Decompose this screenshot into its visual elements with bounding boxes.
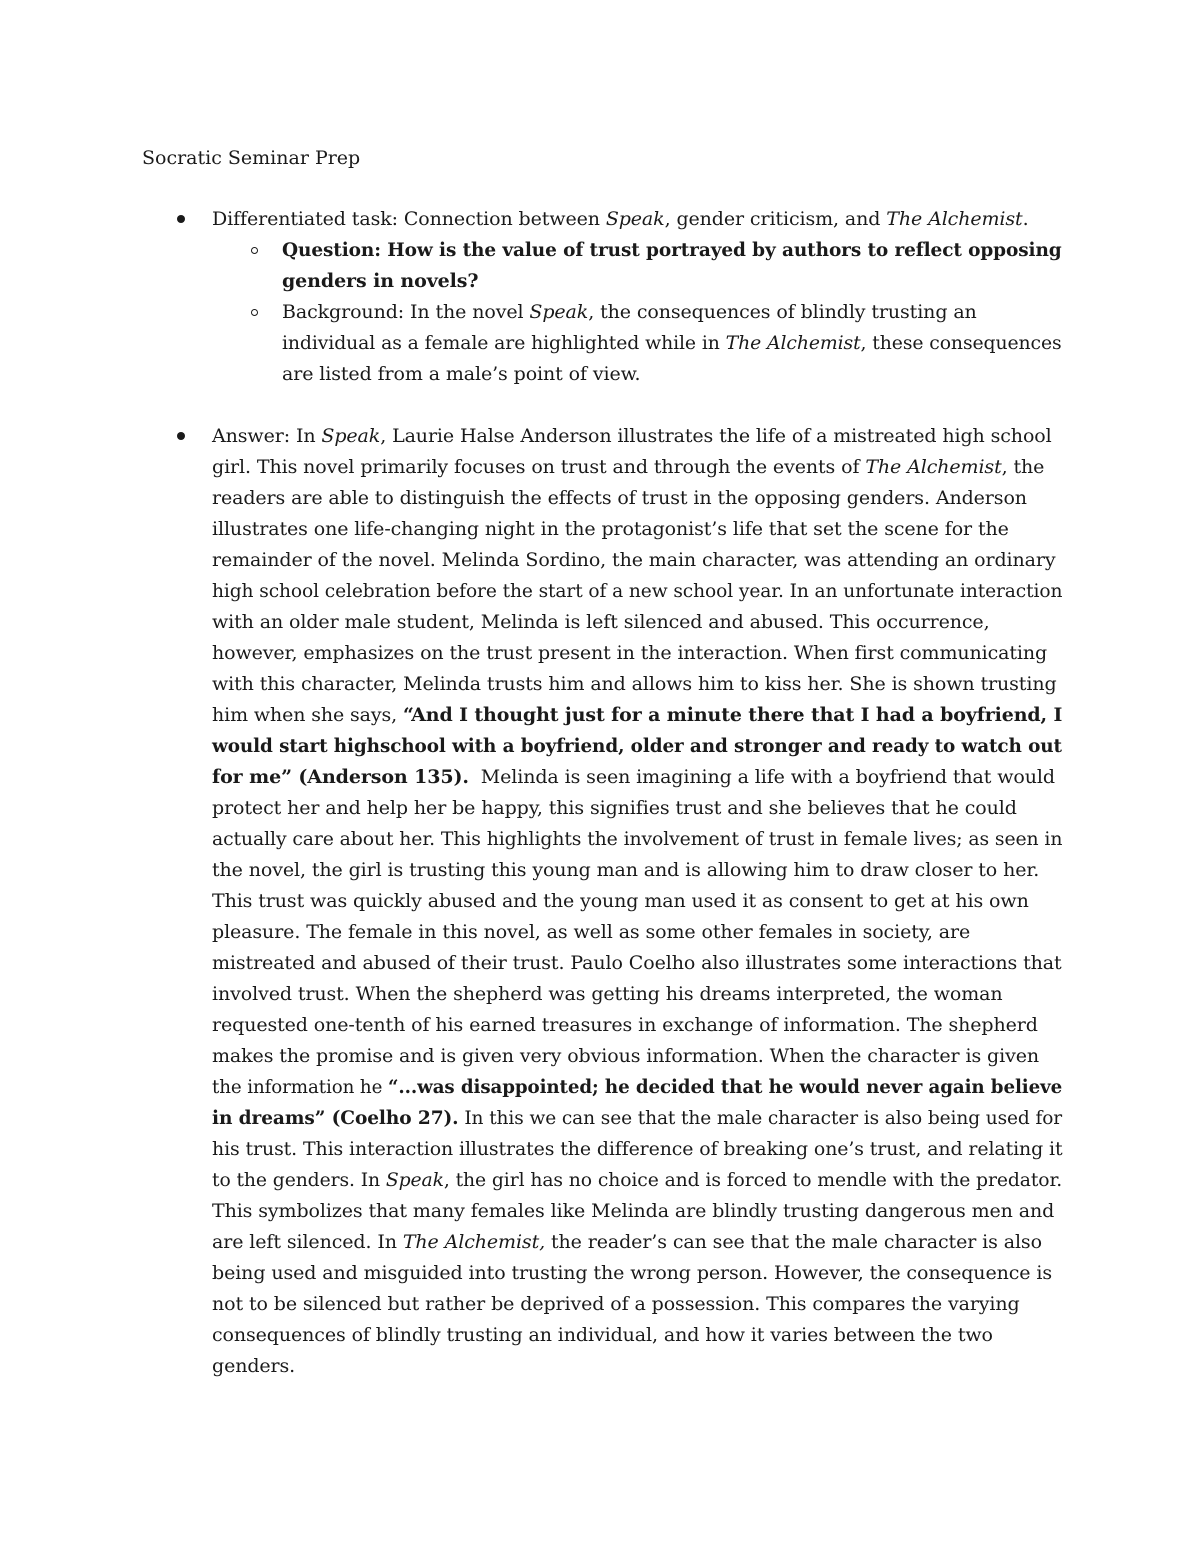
answer-l2-prefix: girl. This novel primarily focuses on trust and through the events of (212, 456, 866, 478)
anderson-citation: for me” (Anderson 135). (212, 766, 469, 788)
answer-line-13: protect her and help her be happy, this signifies trust and she believes that he could (212, 797, 1017, 819)
page-title: Socratic Seminar Prep (142, 147, 361, 169)
answer-line-29: not to be silenced but rather be deprived of a possession. This compares the varying (212, 1293, 1020, 1315)
answer-l1-work: Speak (321, 425, 381, 447)
answer-line-19: involved trust. When the shepherd was getting his dreams interpreted, the woman (212, 983, 1003, 1005)
background-line-2 (282, 328, 1062, 359)
coelho-quote-start: “...was disappointed; he decided that he would never again believe (387, 1076, 1063, 1098)
answer-line-20: requested one-tenth of his earned treasures in exchange of information. The shepherd (212, 1014, 1038, 1036)
answer-line-16: This trust was quickly abused and the young man used it as consent to get at his own (212, 890, 1029, 912)
answer-line-21: makes the promise and is given very obvious information. When the character is given (212, 1045, 1039, 1067)
bullet-task (177, 215, 185, 223)
answer-l12-suffix: Melinda is seen imagining a life with a boyfriend that would (468, 766, 1055, 788)
task-end: . (1022, 208, 1029, 230)
answer-line-31: genders. (212, 1355, 296, 1377)
answer-l27-suffix: the reader’s can see that the male character is also (545, 1231, 1042, 1253)
background-l2-work: The Alchemist (725, 332, 861, 354)
background-l2-suffix: , these consequences (860, 332, 1062, 354)
answer-line-8: however, emphasizes on the trust present in the interaction. When first communicating (212, 642, 1048, 664)
bullet-background (251, 309, 258, 316)
question-line-2: genders in novels? (282, 270, 479, 292)
answer-line-12 (212, 762, 1055, 793)
task-middle: , gender criticism, and (664, 208, 887, 230)
background-l1-prefix: Background: In the novel (282, 301, 530, 323)
answer-l27-work: The Alchemist, (402, 1231, 546, 1253)
answer-line-4: illustrates one life-changing night in the protagonist’s life that set the scene for the (212, 518, 1009, 540)
background-line-1 (282, 297, 977, 328)
answer-line-7: with an older male student, Melinda is left silenced and abused. This occurrence, (212, 611, 990, 633)
answer-line-1 (212, 421, 1052, 452)
answer-line-30: consequences of blindly trusting an individual, and how it varies between the two (212, 1324, 993, 1346)
answer-line-28: being used and misguided into trusting the wrong person. However, the consequence is (212, 1262, 1052, 1284)
task-work-alchemist: The Alchemist (886, 208, 1023, 230)
answer-line-3: readers are able to distinguish the effects of trust in the opposing genders. Anderson (212, 487, 1027, 509)
answer-line-25 (212, 1165, 1062, 1196)
answer-l10-prefix: him when she says, (212, 704, 403, 726)
bullet-answer (177, 432, 185, 440)
coelho-citation: in dreams” (Coelho 27). (212, 1107, 459, 1129)
answer-line-11: would start highschool with a boyfriend, older and stronger and ready to watch out (212, 735, 1062, 757)
answer-line-18: mistreated and abused of their trust. Paulo Coelho also illustrates some interactions that (212, 952, 1062, 974)
answer-line-6: high school celebration before the start of a new school year. In an unfortunate interaction (212, 580, 1063, 602)
answer-line-27 (212, 1227, 1042, 1258)
answer-l25-work: Speak (385, 1169, 444, 1191)
answer-line-17: pleasure. The female in this novel, as well as some other females in society, are (212, 921, 971, 943)
answer-line-22 (212, 1072, 1062, 1103)
answer-l2-suffix: , the (1001, 456, 1045, 478)
background-line-3: are listed from a male’s point of view. (282, 363, 641, 385)
background-l1-suffix: , the consequences of blindly trusting an (588, 301, 977, 323)
task-work-speak: Speak (605, 208, 665, 230)
task-line (212, 204, 1029, 235)
answer-l22-prefix: the information he (212, 1076, 388, 1098)
question-line-1: Question: How is the value of trust portrayed by authors to reflect opposing (282, 239, 1062, 261)
answer-line-15: the novel, the girl is trusting this young man and is allowing him to draw closer to her. (212, 859, 1040, 881)
answer-line-10 (212, 700, 1062, 731)
answer-l27-prefix: are left silenced. In (212, 1231, 403, 1253)
answer-line-9: with this character, Melinda trusts him and allows him to kiss her. She is shown trusting (212, 673, 1057, 695)
answer-line-2 (212, 452, 1044, 483)
answer-l2-work: The Alchemist (865, 456, 1002, 478)
anderson-quote-start: “And I thought just for a minute there that I had a boyfriend, I (402, 704, 1063, 726)
background-l2-prefix: individual as a female are highlighted while in (282, 332, 726, 354)
task-prefix: Differentiated task: Connection between (212, 208, 606, 230)
answer-l1-prefix: Answer: In (212, 425, 322, 447)
answer-line-5: remainder of the novel. Melinda Sordino, the main character, was attending an ordinary (212, 549, 1056, 571)
answer-line-23 (212, 1103, 1062, 1134)
answer-l23-suffix: In this we can see that the male character is also being used for (458, 1107, 1063, 1129)
answer-l25-prefix: to the genders. In (212, 1169, 386, 1191)
answer-line-14: actually care about her. This highlights the involvement of trust in female lives; as seen in (212, 828, 1063, 850)
answer-l25-suffix: , the girl has no choice and is forced to mendle with the predator. (443, 1169, 1063, 1191)
answer-l1-suffix: , Laurie Halse Anderson illustrates the life of a mistreated high school (380, 425, 1052, 447)
answer-line-24: his trust. This interaction illustrates the difference of breaking one’s trust, and relating it (212, 1138, 1063, 1160)
bullet-question (251, 247, 258, 254)
background-l1-work: Speak (529, 301, 589, 323)
answer-line-26: This symbolizes that many females like Melinda are blindly trusting dangerous men and (212, 1200, 1055, 1222)
